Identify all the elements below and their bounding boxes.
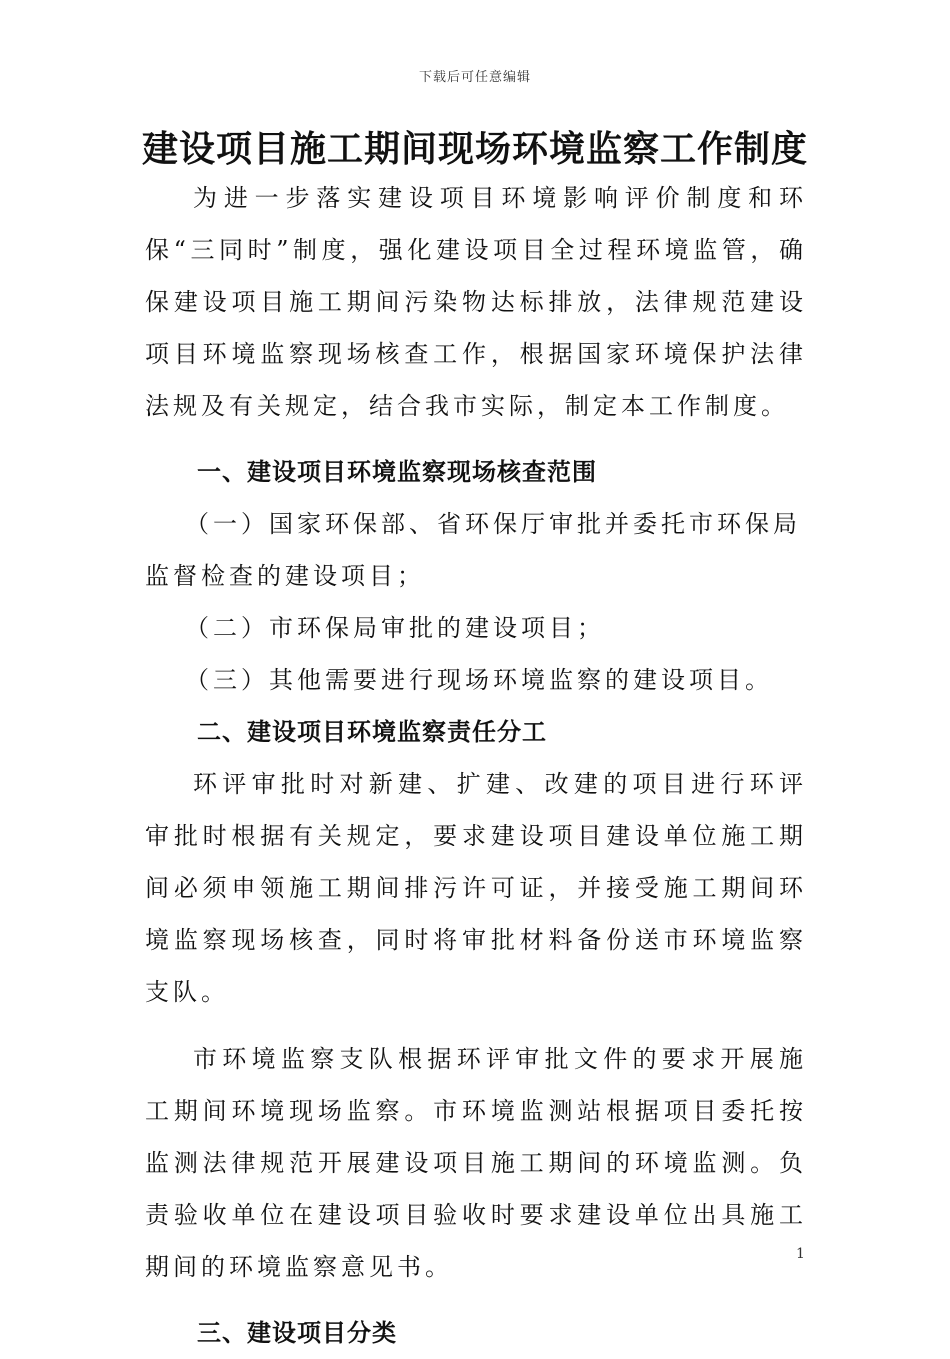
intro-paragraph: 为进一步落实建设项目环境影响评价制度和环保“三同时”制度，强化建设项目全过程环境监管，确保建设项目施工期间污染物达标排放，法律规范建设项目环境监察现场核查工作，根据国家环境保护法律法规及有关规定，结合我市实际，制定本工作制度。 [145, 184, 807, 420]
section-1-item-1: （一）国家环保部、省环保厅审批并委托市环保局监督检查的建设项目； [145, 510, 801, 590]
document-body [145, 172, 807, 1359]
section-1-heading: 一、建设项目环境监察现场核查范围 [197, 458, 597, 486]
section-1-item-2: （二）市环保局审批的建设项目； [185, 614, 605, 642]
section-2-heading: 二、建设项目环境监察责任分工 [197, 718, 547, 746]
section-2-paragraph-1: 环评审批时对新建、扩建、改建的项目进行环评审批时根据有关规定，要求建设项目建设单位施工期间必须申领施工期间排污许可证，并接受施工期间环境监察现场核查，同时将审批材料备份送市环境监察支队。 [145, 770, 807, 1006]
section-3-heading: 三、建设项目分类 [197, 1319, 397, 1347]
section-1-item-3: （三）其他需要进行现场环境监察的建设项目。 [185, 666, 773, 694]
page-number: 1 [796, 1246, 805, 1262]
header-note: 下载后可任意编辑 [418, 70, 531, 85]
section-2-paragraph-2: 市环境监察支队根据环评审批文件的要求开展施工期间环境现场监察。市环境监测站根据项目委托按监测法律规范开展建设项目施工期间的环境监测。负责验收单位在建设项目验收时要求建设单位出具施工期间的环境监察意见书。 [145, 1045, 807, 1281]
document-title: 建设项目施工期间现场环境监察工作制度 [141, 128, 808, 170]
